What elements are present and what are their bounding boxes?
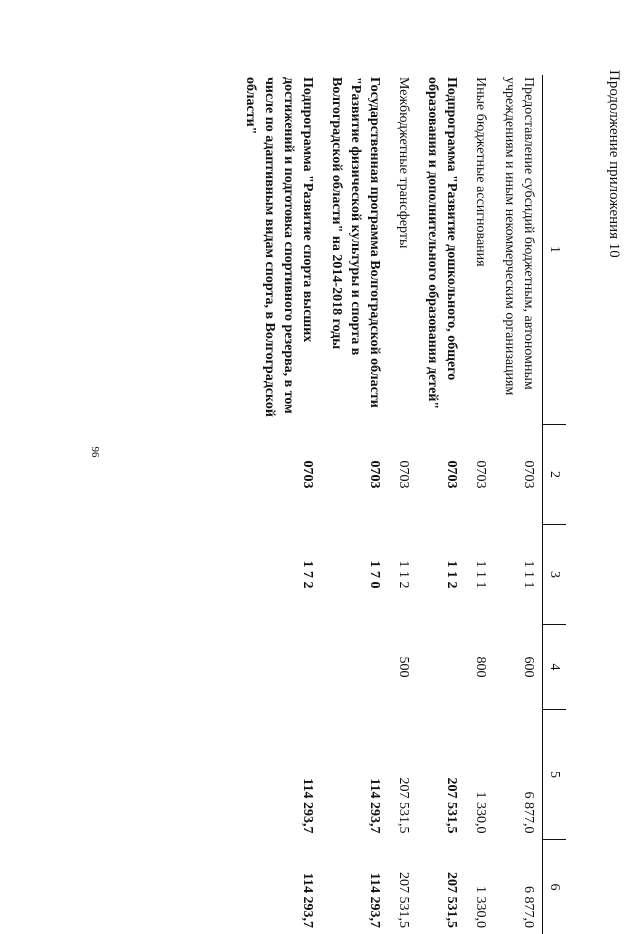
header-col-2: 2 (543, 425, 567, 525)
row-target: 1 1 2 (417, 525, 465, 625)
header-col-5: 5 (543, 710, 567, 840)
header-col-4: 4 (543, 625, 567, 710)
row-target: 1 7 2 (235, 525, 321, 625)
row-section: 0703 (494, 425, 543, 525)
row-name: Государственная программа Волгоградской области "Развитие физической культуры и спорта в Волгоградской области" на 2014-2018 годы (321, 75, 388, 425)
row-total: 114 293,7 (235, 840, 321, 934)
row-total: 6 877,0 (494, 840, 543, 934)
row-amount: 207 531,5 (388, 710, 417, 840)
row-section: 0703 (235, 425, 321, 525)
header-col-6: 6 (543, 840, 567, 934)
row-total: 207 531,5 (417, 840, 465, 934)
row-amount: 207 531,5 (417, 710, 465, 840)
table-row (465, 75, 494, 934)
row-type (321, 625, 388, 710)
row-type: 600 (494, 625, 543, 710)
row-total: 114 293,7 (321, 840, 388, 934)
row-section: 0703 (417, 425, 465, 525)
row-amount: 114 293,7 (321, 710, 388, 840)
row-section: 0703 (388, 425, 417, 525)
header-row (543, 75, 567, 934)
row-type (235, 625, 321, 710)
header-col-1: 1 (543, 75, 567, 425)
row-name: Подпрограмма "Развитие дошкольного, общего образования и дополнительного образования детей" (417, 75, 465, 425)
row-amount: 114 293,7 (235, 710, 321, 840)
row-total: 207 531,5 (388, 840, 417, 934)
table-row (417, 75, 465, 934)
row-name: Подпрограмма "Развитие спорта высших достижений и подготовка спортивного резерва, в том числе по адаптивным видам спорта, в Волгоградской области" (235, 75, 321, 425)
row-name: Предоставление субсидий бюджетным, автономным учреждениям и иным некоммерческим организациям (494, 75, 543, 425)
row-type: 800 (465, 625, 494, 710)
row-section: 0703 (321, 425, 388, 525)
row-type: 500 (388, 625, 417, 710)
row-target: 1 1 2 (388, 525, 417, 625)
row-section: 0703 (465, 425, 494, 525)
row-name: Межбюджетные трансферты (388, 75, 417, 425)
row-amount: 6 877,0 (494, 710, 543, 840)
budget-table (235, 75, 566, 934)
table-row (321, 75, 388, 934)
row-target: 1 1 1 (465, 525, 494, 625)
row-target: 1 7 0 (321, 525, 388, 625)
table-row (494, 75, 543, 934)
continuation-label: Продолжение приложения 10 (605, 70, 622, 258)
page-number: 96 (89, 447, 101, 458)
row-target: 1 1 1 (494, 525, 543, 625)
row-type (417, 625, 465, 710)
table-row (388, 75, 417, 934)
row-amount: 1 330,0 (465, 710, 494, 840)
row-total: 1 330,0 (465, 840, 494, 934)
header-col-3: 3 (543, 525, 567, 625)
row-name: Иные бюджетные ассигнования (465, 75, 494, 425)
table-row (235, 75, 321, 934)
